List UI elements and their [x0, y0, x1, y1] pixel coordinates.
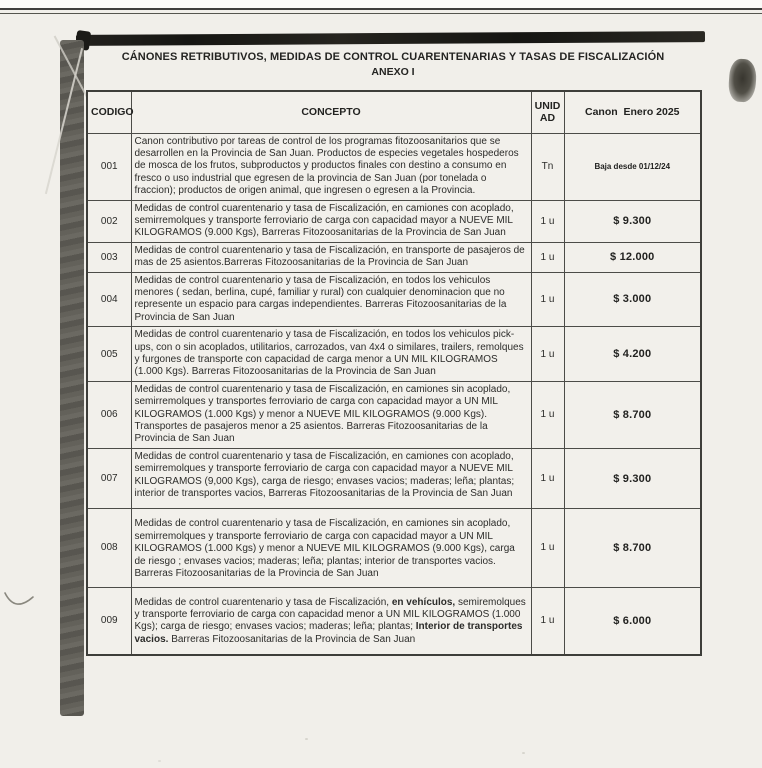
- unidad-cell: 1 u: [531, 381, 564, 448]
- page-top-margin: [0, 0, 762, 8]
- document-subtitle: ANEXO I: [371, 66, 415, 78]
- canon-cell: $ 8.700: [564, 381, 701, 448]
- codigo-cell: 002: [87, 200, 131, 242]
- codigo-cell: 003: [87, 242, 131, 272]
- table-row: [87, 327, 701, 382]
- canon-cell: $ 4.200: [564, 327, 701, 382]
- document-header: [86, 51, 700, 78]
- scan-speck: [158, 760, 161, 762]
- codigo-cell: 004: [87, 272, 131, 327]
- column-header-unidad: [531, 91, 564, 133]
- unidad-cell: 1 u: [531, 509, 564, 587]
- table-row: [87, 509, 701, 587]
- canon-cell: $ 9.300: [564, 200, 701, 242]
- codigo-cell: 008: [87, 509, 131, 587]
- canon-cell: Baja desde 01/12/24: [564, 133, 701, 200]
- concepto-cell: Medidas de control cuarentenario y tasa de Fiscalización, en camiones sin acoplado, semirremolques y transporte ferroviario de carga con capacidad mayor a UN MIL KILOGRAMOS (1.000 Kgs) y menor a NUEVE MIL KILOGRAMOS (9.000 Kgs), carga de riesgo ; envases vacios; maderas; leña; plantas; interior de transportes vacios. Barreras Fitozoosanitarias de la Provincia de San Juan: [131, 509, 531, 587]
- codigo-cell: 006: [87, 381, 131, 448]
- column-header-concepto: CONCEPTO: [131, 91, 531, 133]
- codigo-cell: 005: [87, 327, 131, 382]
- canon-cell: $ 3.000: [564, 272, 701, 327]
- scan-speck: [305, 738, 308, 740]
- codigo-cell: 001: [87, 133, 131, 200]
- column-header-canon: Canon Enero 2025: [564, 91, 701, 133]
- concepto-cell: Medidas de control cuarentenario y tasa de Fiscalización, en todos los vehiculos menores ( sedan, berlina, cupé, familiar y rural) con cualquier denominacion que no represente un espacio para cargas independientes. Barreras Fitozoosanitarias de la Provincia de San Juan: [131, 272, 531, 327]
- top-rule-line: [0, 8, 762, 14]
- table-row: [87, 242, 701, 272]
- unidad-line2: AD: [539, 112, 556, 125]
- table-row: [87, 133, 701, 200]
- canon-cell: $ 12.000: [564, 242, 701, 272]
- codigo-cell: 009: [87, 587, 131, 655]
- canon-cell: $ 8.700: [564, 509, 701, 587]
- concepto-cell: Medidas de control cuarentenario y tasa de Fiscalización, en camiones con acoplado, semirremolques y transporte ferroviario de carga con capacidad mayor a NUEVE MIL KILOGRAMOS (9.000 Kgs), Barreras Fitozoosanitarias de la Provincia de San Juan: [131, 200, 531, 242]
- pen-mark-curve: [2, 586, 38, 621]
- concepto-cell: Canon contributivo por tareas de control de los programas fitozoosanitarios que se desarrollen en la Provincia de San Juan. Productos de especies vegetales hospederos de mosca de los frutos, subproductos y productos finales con destino a consumo en fresco o uso industrial que egresen de la provincia de San Juan (por tonelada o fraccion); productos de origen animal, que ingresen o egresen a la Provincia.: [131, 133, 531, 200]
- concepto-cell: Medidas de control cuarentenario y tasa de Fiscalización, en transporte de pasajeros de mas de 25 asientos.Barreras Fitozoosanitarias de la Provincia de San Juan: [131, 242, 531, 272]
- table-row: [87, 272, 701, 327]
- unidad-cell: 1 u: [531, 327, 564, 382]
- ink-smudge: [728, 58, 758, 103]
- unidad-cell: 1 u: [531, 242, 564, 272]
- scan-speck: [522, 752, 525, 754]
- tariff-table: [86, 90, 702, 656]
- canon-cell: $ 9.300: [564, 448, 701, 509]
- table-row: [87, 587, 701, 655]
- table-row: [87, 200, 701, 242]
- concepto-cell: Medidas de control cuarentenario y tasa de Fiscalización, en vehículos, semiremolques y transporte ferroviario de carga con capacidad menor a UN MIL KILOGRAMOS (1.000 Kgs); carga de riesgo; envases vacios; maderas; leña; plantas; Interior de transportes vacios. Barreras Fitozoosanitarias de la Provincia de San Juan: [131, 587, 531, 655]
- scan-top-bar: [76, 31, 705, 46]
- table-row: [87, 448, 701, 509]
- canon-cell: $ 6.000: [564, 587, 701, 655]
- unidad-cell: 1 u: [531, 272, 564, 327]
- concepto-cell: Medidas de control cuarentenario y tasa de Fiscalización, en camiones sin acoplado, semirremolques y transportes ferroviario de carga con capacidad mayor a UN MIL KILOGRAMOS (1.000 Kgs) y menor a NUEVE MIL KILOGRAMOS (9.000 Kgs). Transportes de pasajeros menor a 25 asientos. Barreras Fitozoosanitarias de la Provincia de San Juan: [131, 381, 531, 448]
- scan-edge-shadow: [60, 40, 84, 716]
- unidad-cell: 1 u: [531, 587, 564, 655]
- column-header-codigo: CODIGO: [87, 91, 131, 133]
- table-header-row: [87, 91, 701, 133]
- table-body: [87, 133, 701, 655]
- codigo-cell: 007: [87, 448, 131, 509]
- concepto-cell: Medidas de control cuarentenario y tasa de Fiscalización, en camiones con acoplado, semirremolques y transporte ferroviario de carga con capacidad mayor a NUEVE MIL KILOGRAMOS (9,000 Kgs), carga de riesgo; envases vacios; maderas; leña; plantas; interior de transportes vacios, Barreras Fitozoosanitarias de la Provincia de San Juan: [131, 448, 531, 509]
- unidad-cell: Tn: [531, 133, 564, 200]
- document-title: CÁNONES RETRIBUTIVOS, MEDIDAS DE CONTROL CUARENTENARIAS Y TASAS DE FISCALIZACIÓN: [121, 51, 665, 63]
- unidad-cell: 1 u: [531, 200, 564, 242]
- table-row: [87, 381, 701, 448]
- unidad-line1: UNID: [534, 100, 561, 113]
- concepto-cell: Medidas de control cuarentenario y tasa de Fiscalización, en todos los vehiculos pick-ups, con o sin acoplados, utilitarios, carrozados, van 4x4 o similares, trailers, remolques y furgones de transporte con capacidad de carga menor a UN MIL KILOGRAMOS (1.000 Kgs). Barreras Fitozoosanitarias de la Provincia de San Juan: [131, 327, 531, 382]
- unidad-cell: 1 u: [531, 448, 564, 509]
